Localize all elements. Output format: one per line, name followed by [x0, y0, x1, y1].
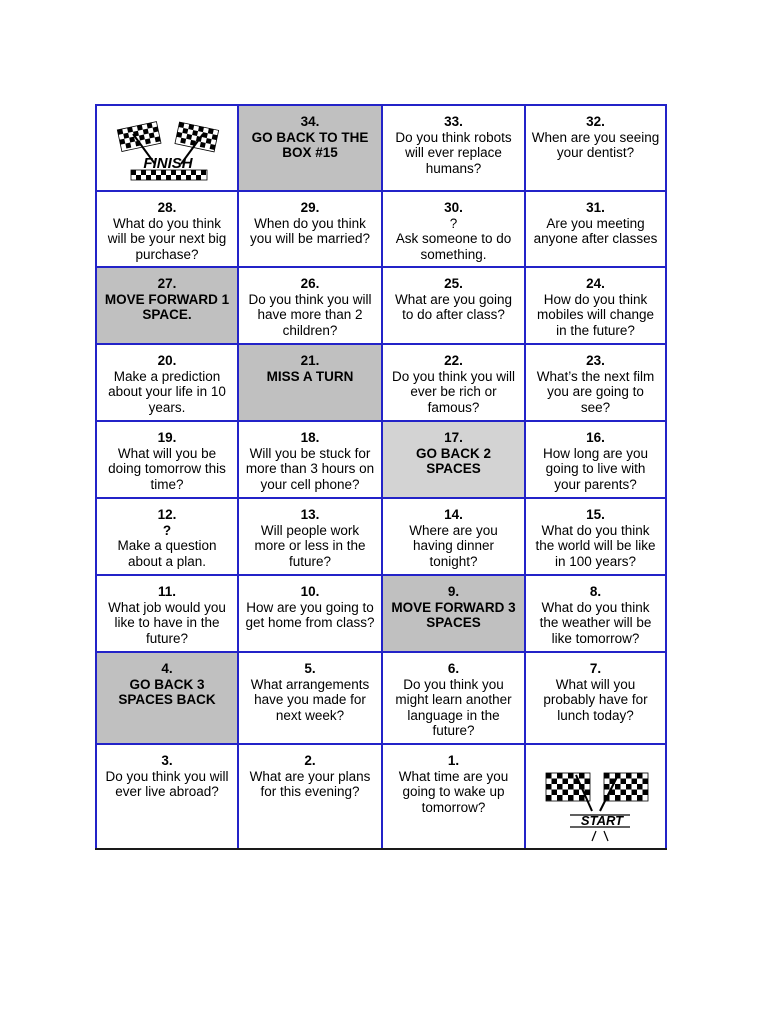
action-text: GO BACK 2 SPACES — [415, 445, 491, 476]
square-text: Make a prediction about your life in 10 years. — [108, 368, 226, 415]
square-number: 23. — [586, 353, 605, 368]
action-text: MOVE FORWARD 1 SPACE. — [104, 291, 230, 322]
board-bottom-edge — [95, 848, 667, 850]
board-row — [97, 106, 665, 192]
finish-flags-icon — [97, 106, 239, 190]
square-number: 6. — [447, 661, 460, 676]
action-text: GO BACK 3 SPACES BACK — [118, 676, 216, 707]
square-text: What are your plans for this evening? — [249, 768, 371, 799]
square-number: 20. — [157, 353, 177, 368]
start-label: START — [580, 813, 624, 828]
square-text: What are you going to do after class? — [394, 291, 513, 322]
square-text: What arrangements have you made for next week? — [250, 676, 370, 723]
square-text: Ask someone to do something. — [395, 231, 512, 262]
square-number: 32. — [586, 114, 605, 129]
game-board — [95, 104, 667, 850]
square-number: 29. — [300, 200, 320, 215]
board-row — [97, 268, 665, 345]
board-square-14 — [383, 499, 526, 574]
board-row — [97, 422, 665, 499]
square-number: 31. — [586, 200, 605, 215]
board-square-32 — [526, 106, 665, 190]
board-square-17 — [383, 422, 526, 497]
board-square-19 — [97, 422, 239, 497]
square-number: 11. — [157, 584, 177, 599]
square-number: 2. — [304, 753, 316, 768]
square-number: 34. — [300, 114, 320, 129]
action-text: MOVE FORWARD 3 SPACES — [391, 599, 516, 630]
question-mark: ? — [162, 522, 172, 538]
square-text: Are you meeting anyone after classes — [533, 215, 658, 246]
square-number: 33. — [444, 114, 463, 129]
square-number: 10. — [300, 584, 320, 599]
board-square-2 — [239, 745, 383, 848]
square-text: Do you think you will ever be rich or famous? — [391, 368, 516, 415]
board-square-3 — [97, 745, 239, 848]
square-text: When are you seeing your dentist? — [531, 129, 660, 160]
board-square-7 — [526, 653, 665, 743]
board-square-11 — [97, 576, 239, 651]
square-text: What job would you like to have in the future? — [108, 599, 226, 646]
board-square-25 — [383, 268, 526, 343]
board-square-31 — [526, 192, 665, 266]
square-number: 21. — [300, 353, 320, 368]
square-number: 7. — [589, 661, 602, 676]
square-text: How long are you going to live with your parents? — [542, 445, 649, 492]
square-text: What will you be doing tomorrow this time? — [108, 445, 226, 492]
square-text: When do you think you will be married? — [249, 215, 371, 246]
square-number: 30. — [444, 200, 463, 215]
square-number: 28. — [157, 200, 177, 215]
board-square-8 — [526, 576, 665, 651]
square-number: 8. — [589, 584, 602, 599]
board-square-22 — [383, 345, 526, 420]
square-number: 17. — [444, 430, 463, 445]
board-square-27 — [97, 268, 239, 343]
board-square-21 — [239, 345, 383, 420]
square-text: Do you think you might learn another language in the future? — [395, 676, 512, 738]
board-square-15 — [526, 499, 665, 574]
square-text: What do you think the weather will be like tomorrow? — [539, 599, 652, 646]
board-square-33 — [383, 106, 526, 190]
board-square-6 — [383, 653, 526, 743]
square-number: 4. — [161, 661, 173, 676]
question-mark: ? — [449, 215, 458, 231]
square-number: 1. — [447, 753, 460, 768]
square-number: 15. — [586, 507, 605, 522]
board-square-12 — [97, 499, 239, 574]
start-square — [526, 745, 665, 848]
board-square-16 — [526, 422, 665, 497]
finish-label: FINISH — [143, 155, 193, 172]
square-number: 26. — [300, 276, 320, 291]
square-text: Will you be stuck for more than 3 hours on your cell phone? — [245, 445, 375, 492]
board-square-29 — [239, 192, 383, 266]
square-number: 18. — [300, 430, 320, 445]
board-square-23 — [526, 345, 665, 420]
square-number: 16. — [586, 430, 605, 445]
board-row — [97, 192, 665, 268]
square-number: 25. — [444, 276, 463, 291]
start-flags-icon — [526, 745, 665, 848]
square-text: What time are you going to wake up tomorrow? — [398, 768, 509, 815]
square-text: Do you think you will ever live abroad? — [105, 768, 229, 799]
square-text: What will you probably have for lunch today? — [543, 676, 648, 723]
square-text: What do you think the world will be like in 100 years? — [535, 522, 656, 569]
square-text: Do you think you will have more than 2 children? — [248, 291, 372, 338]
board-row — [97, 576, 665, 653]
board-square-18 — [239, 422, 383, 497]
board-square-28 — [97, 192, 239, 266]
square-text: What do you think will be your next big purchase? — [107, 215, 227, 262]
board-square-26 — [239, 268, 383, 343]
board-square-9 — [383, 576, 526, 651]
square-text: How do you think mobiles will change in the future? — [536, 291, 655, 338]
board-square-34 — [239, 106, 383, 190]
board-square-30 — [383, 192, 526, 266]
action-text: MISS A TURN — [266, 368, 354, 384]
square-number: 9. — [447, 584, 460, 599]
square-number: 22. — [444, 353, 463, 368]
square-text: Make a question about a plan. — [117, 538, 217, 569]
square-number: 19. — [157, 430, 177, 445]
square-number: 24. — [586, 276, 605, 291]
board-square-5 — [239, 653, 383, 743]
action-text: GO BACK TO THE BOX #15 — [251, 129, 369, 160]
square-text: How are you going to get home from class? — [245, 599, 375, 630]
square-number: 3. — [161, 753, 173, 768]
board-square-13 — [239, 499, 383, 574]
square-text: Where are you having dinner tonight? — [409, 522, 498, 569]
square-number: 27. — [157, 276, 177, 291]
square-number: 14. — [444, 507, 463, 522]
board-square-4 — [97, 653, 239, 743]
board-row — [97, 345, 665, 422]
square-number: 13. — [300, 507, 320, 522]
square-text: What’s the next film you are going to see? — [536, 368, 655, 415]
square-number: 12. — [157, 507, 177, 522]
board-row — [97, 745, 665, 850]
board-square-10 — [239, 576, 383, 651]
board-square-20 — [97, 345, 239, 420]
square-text: Will people work more or less in the future? — [254, 522, 366, 569]
board-row — [97, 653, 665, 745]
square-text: Do you think robots will ever replace humans? — [395, 129, 512, 176]
board-row — [97, 499, 665, 576]
finish-square — [97, 106, 239, 190]
square-number: 5. — [304, 661, 316, 676]
board-square-24 — [526, 268, 665, 343]
board-square-1 — [383, 745, 526, 848]
